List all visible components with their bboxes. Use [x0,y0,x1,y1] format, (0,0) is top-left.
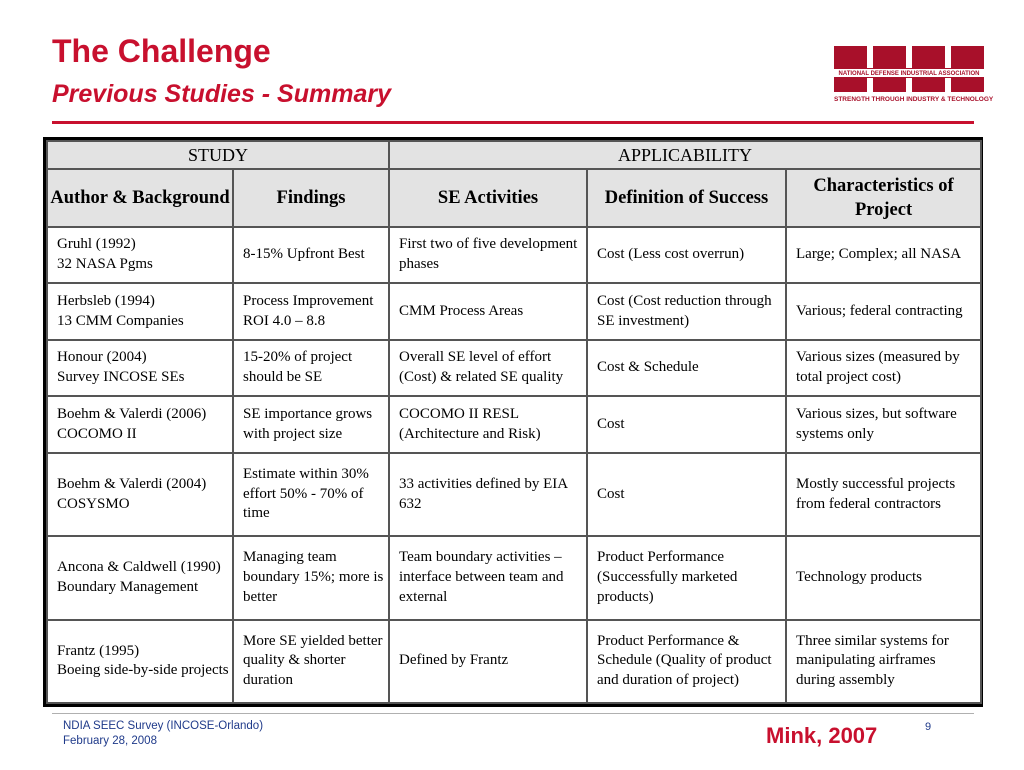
table-cell: Mostly successful projects from federal contractors [786,453,981,536]
table-cell: Managing team boundary 15%; more is better [233,536,389,619]
table-cell: More SE yielded better quality & shorter duration [233,620,389,703]
studies-table [43,137,983,707]
table-cell: 8-15% Upfront Best [233,227,389,283]
table-row [47,283,981,339]
table-row [47,396,981,452]
table-cell: Various; federal contracting [786,283,981,339]
table-cell: Cost [587,396,786,452]
slide-title: The Challenge [52,33,271,69]
table-cell: Cost & Schedule [587,340,786,396]
table-cell: 15-20% of project should be SE [233,340,389,396]
table-row [47,227,981,283]
table-cell: Cost [587,453,786,536]
slide-subtitle: Previous Studies - Summary [52,80,392,108]
ndia-logo-tagline: STRENGTH THROUGH INDUSTRY & TECHNOLOGY [834,96,994,103]
table-cell: Cost (Less cost overrun) [587,227,786,283]
group-header-applicability: APPLICABILITY [389,141,981,169]
footer-event: NDIA SEEC Survey (INCOSE-Orlando) [63,720,264,732]
table-cell: Various sizes (measured by total project cost) [786,340,981,396]
table-cell: SE importance grows with project size [233,396,389,452]
column-header-se-activities: SE Activities [389,169,587,227]
table-cell: First two of five development phases [389,227,587,283]
table-row [47,453,981,536]
footer-author: Mink, 2007 [766,723,878,748]
title-divider [52,121,974,124]
table-row [47,620,981,703]
table-cell: Overall SE level of effort (Cost) & related SE quality [389,340,587,396]
table-cell: Gruhl (1992) 32 NASA Pgms [47,227,233,283]
column-header-success: Definition of Success [587,169,786,227]
table-cell: Boehm & Valerdi (2006) COCOMO II [47,396,233,452]
table-cell: Product Performance & Schedule (Quality of product and duration of project) [587,620,786,703]
footer-info [63,719,263,749]
table-cell: Defined by Frantz [389,620,587,703]
table-cell: COCOMO II RESL (Architecture and Risk) [389,396,587,452]
table-cell: 33 activities defined by EIA 632 [389,453,587,536]
footer-divider [52,713,974,714]
ndia-logo-band: NATIONAL DEFENSE INDUSTRIAL ASSOCIATION [834,68,984,78]
table-cell: Three similar systems for manipulating airframes during assembly [786,620,981,703]
column-header-characteristics: Characteristics of Project [786,169,981,227]
column-header-author: Author & Background [47,169,233,227]
table-cell: Technology products [786,536,981,619]
table-cell: Honour (2004) Survey INCOSE SEs [47,340,233,396]
table-cell: Frantz (1995) Boeing side-by-side projects [47,620,233,703]
table-cell: Process Improvement ROI 4.0 – 8.8 [233,283,389,339]
page-number: 9 [925,721,932,733]
column-header-findings: Findings [233,169,389,227]
table-row [47,340,981,396]
table-cell: CMM Process Areas [389,283,587,339]
table-cell: Various sizes, but software systems only [786,396,981,452]
table-cell: Ancona & Caldwell (1990) Boundary Management [47,536,233,619]
ndia-logo [834,46,994,106]
table-cell: Large; Complex; all NASA [786,227,981,283]
table-cell: Product Performance (Successfully marketed products) [587,536,786,619]
table-cell: Cost (Cost reduction through SE investment) [587,283,786,339]
table-cell: Herbsleb (1994) 13 CMM Companies [47,283,233,339]
table-cell: Boehm & Valerdi (2004) COSYSMO [47,453,233,536]
table-cell: Estimate within 30% effort 50% - 70% of time [233,453,389,536]
footer-date: February 28, 2008 [63,735,157,747]
table-row [47,536,981,619]
table-cell: Team boundary activities – interface between team and external [389,536,587,619]
group-header-study: STUDY [47,141,389,169]
